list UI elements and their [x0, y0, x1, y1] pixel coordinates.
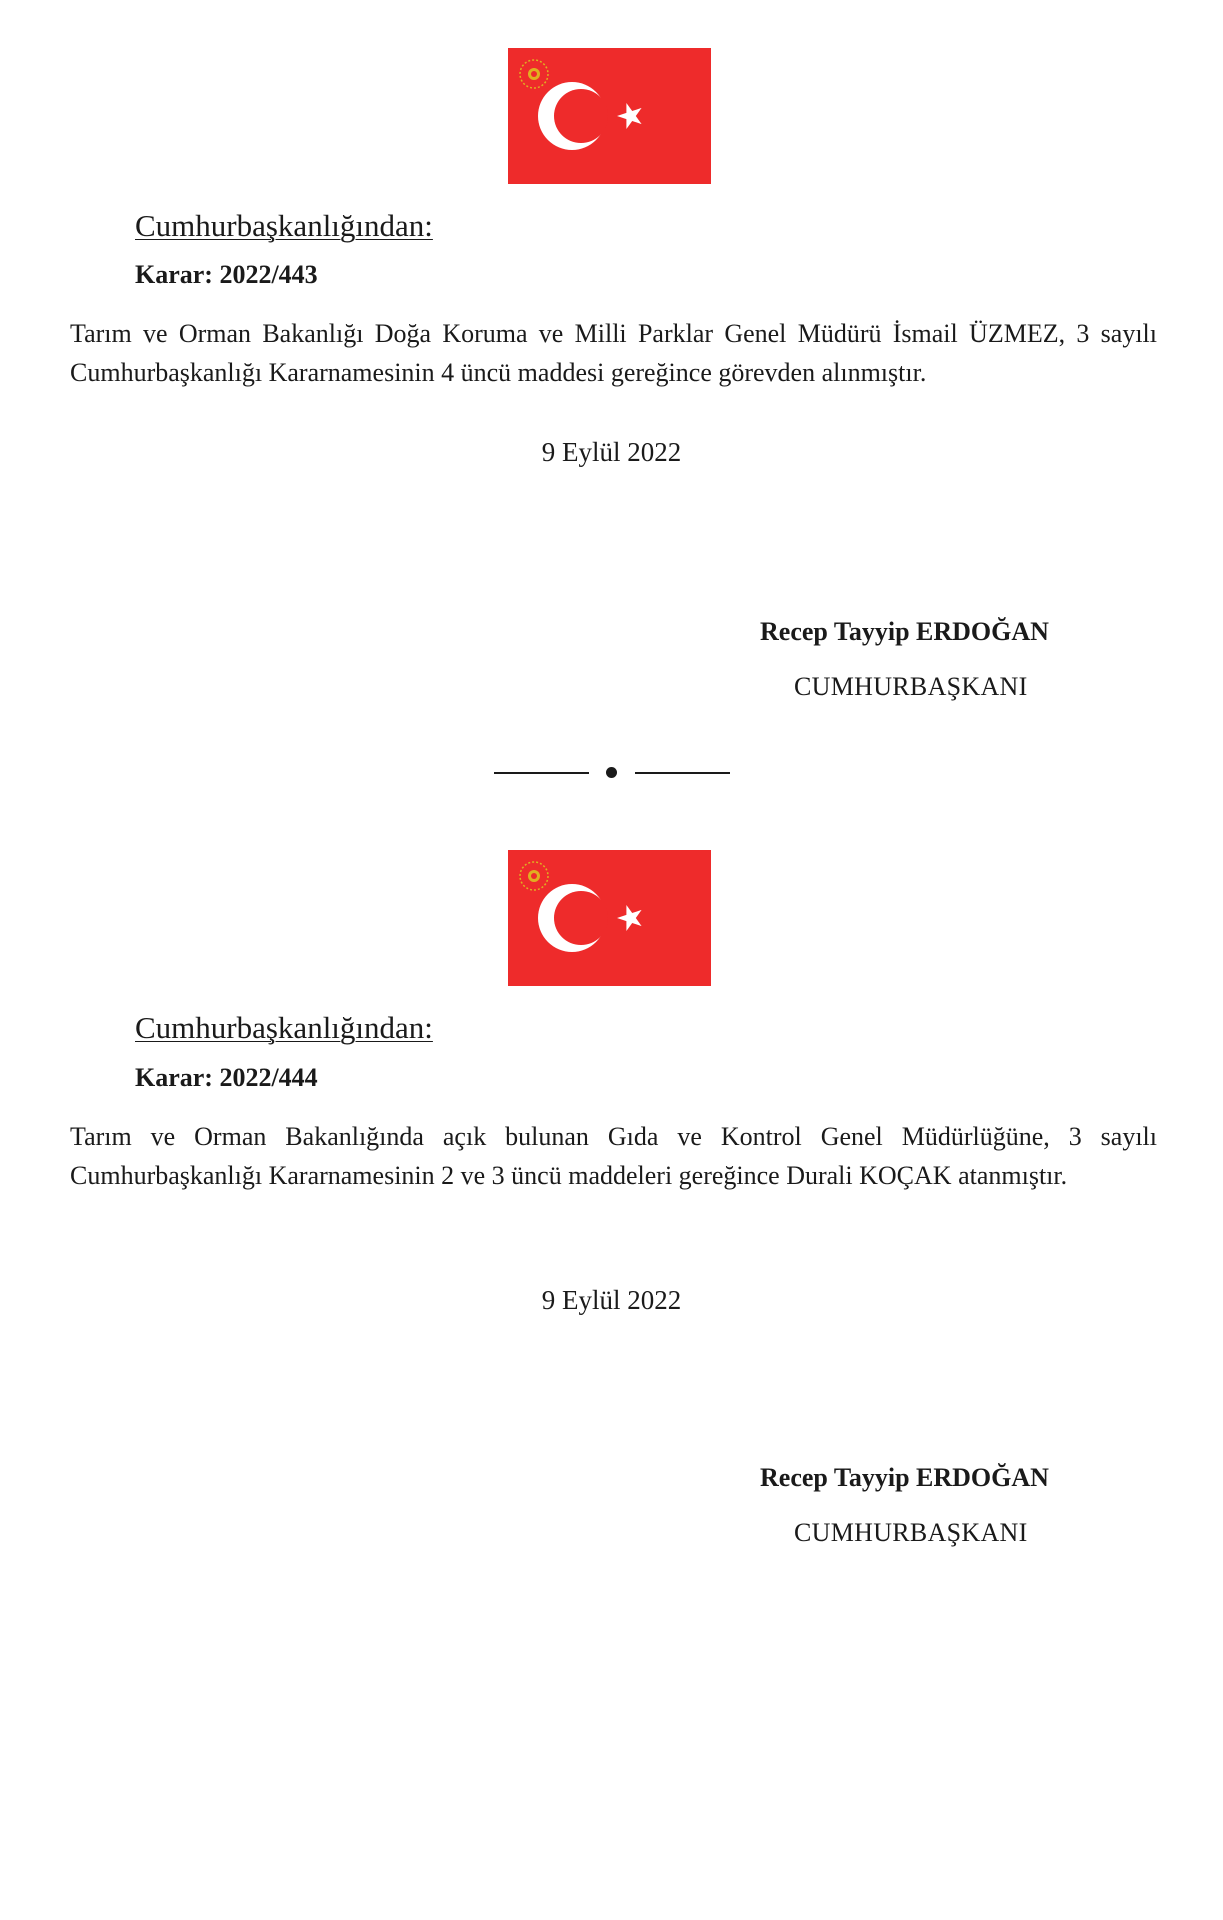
signer-name: Recep Tayyip ERDOĞAN [760, 1463, 1049, 1492]
separator-icon [494, 762, 730, 782]
turkish-flag-icon [508, 48, 711, 184]
office-heading: Cumhurbaşkanlığından: [135, 1010, 433, 1045]
signer-name: Recep Tayyip ERDOĞAN [760, 617, 1049, 646]
decision-number: Karar: 2022/443 [135, 260, 318, 289]
turkish-flag-icon [508, 850, 711, 986]
signer-title: CUMHURBAŞKANI [794, 1518, 1028, 1547]
signer-title: CUMHURBAŞKANI [794, 672, 1028, 701]
decision-body: Tarım ve Orman Bakanlığı Doğa Koruma ve Milli Parklar Genel Müdürü İsmail ÜZMEZ, 3 sayılı Cumhurbaşkanlığı Kararnamesinin 4 üncü maddesi gereğince görevden alınmıştır. [70, 319, 1157, 387]
decision-date: 9 Eylül 2022 [541, 437, 682, 467]
decision-body: Tarım ve Orman Bakanlığında açık bulunan Gıda ve Kontrol Genel Müdürlüğüne, 3 sayılı Cumhurbaşkanlığı Kararnamesinin 2 ve 3 üncü maddeleri gereğince Durali KOÇAK atanmıştır. [70, 1122, 1157, 1190]
decision-date: 9 Eylül 2022 [541, 1285, 682, 1315]
decision-number: Karar: 2022/444 [135, 1063, 318, 1092]
office-heading: Cumhurbaşkanlığından: [135, 208, 433, 243]
